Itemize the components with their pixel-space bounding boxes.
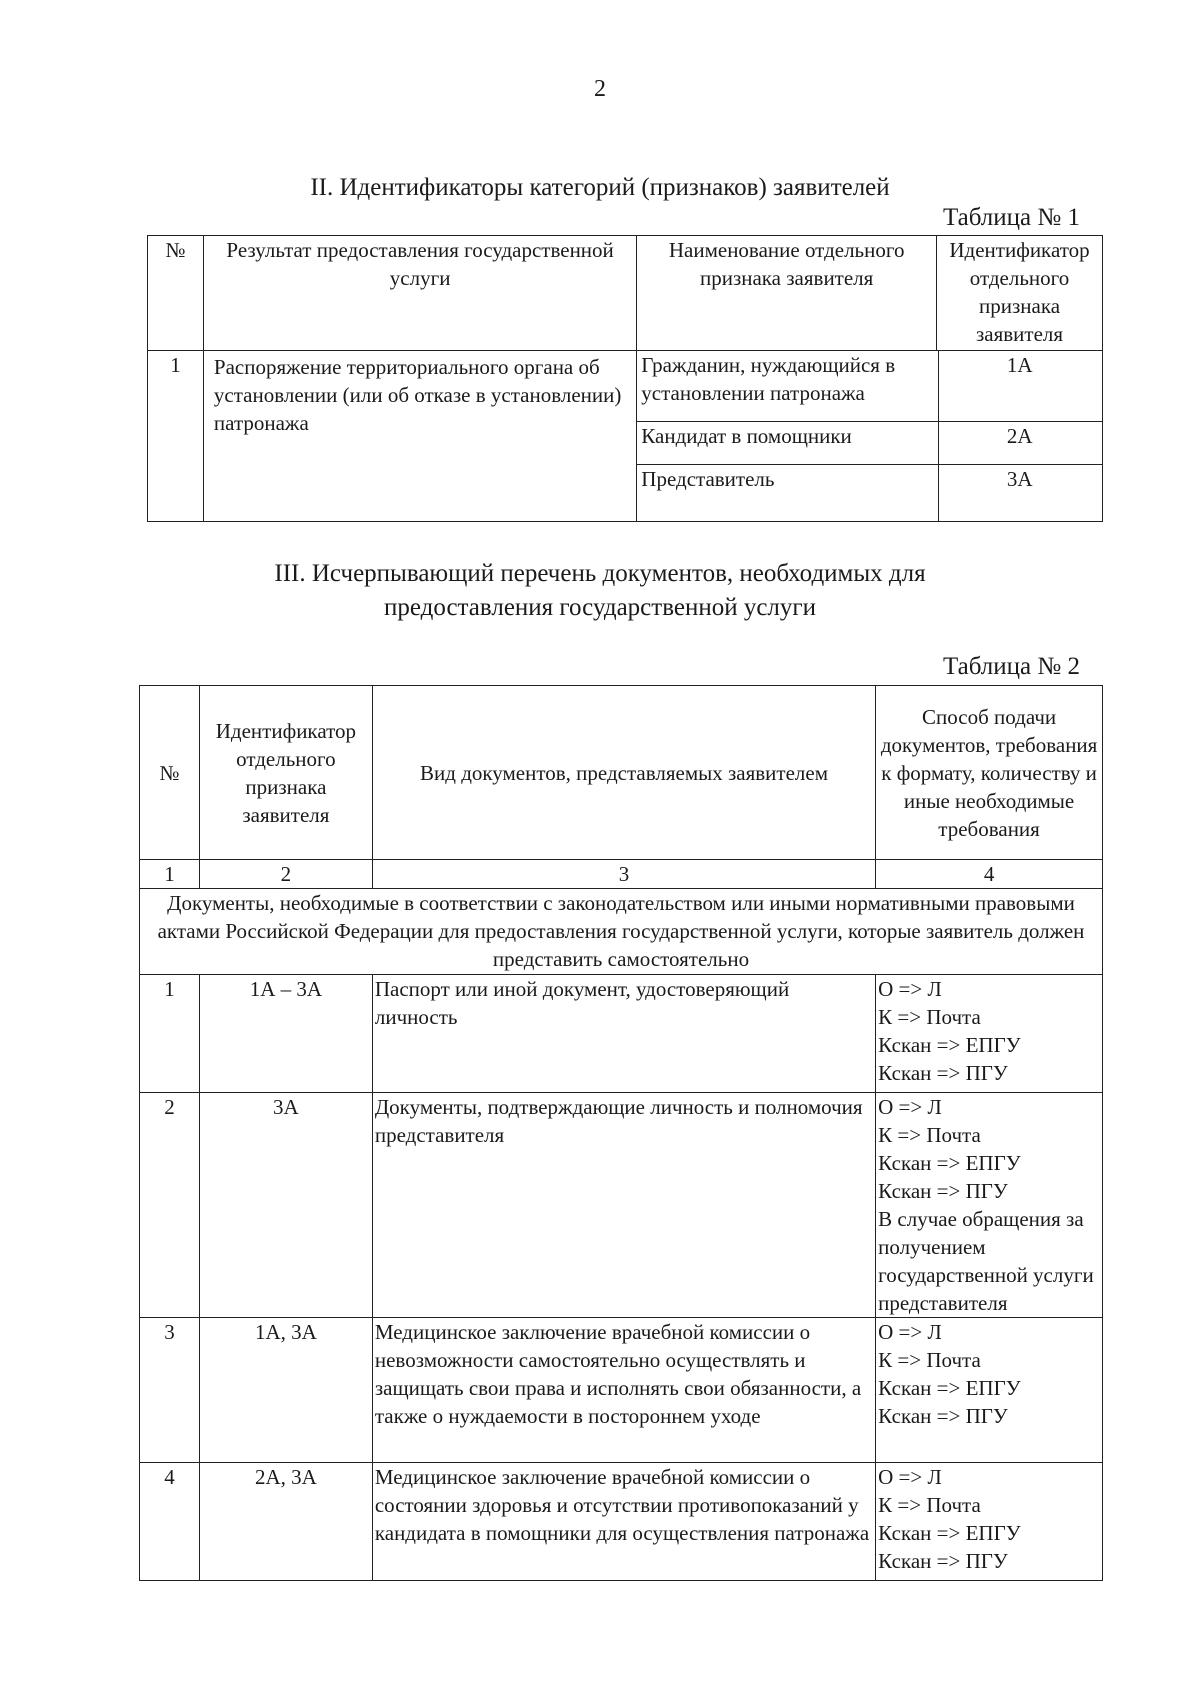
feature-id: 1А [1006,353,1033,377]
section-2-heading: II. Идентификаторы категорий (признаков) заявителей [310,174,890,201]
table-row [140,975,1103,1093]
method-item: Кскан => ПГУ [878,1549,1008,1573]
header-num: № [148,236,204,351]
feature-name: Гражданин, нуждающийся в установлении патронажа [639,351,939,421]
row-feature-ids: 3А [199,1093,372,1318]
row-feature-ids: 1А – 3А [199,975,372,1093]
feature-id: 3А [1006,467,1033,491]
table-row [140,1463,1103,1581]
feature-list [637,351,1103,522]
method-item: О => Л [878,977,942,1001]
group-heading-row [140,889,1103,975]
method-item: О => Л [878,1465,942,1489]
header-result: Результат предоставления государственной услуги [203,236,636,351]
method-item: Кскан => ЕПГУ [878,1521,1021,1545]
section-3-heading-line-1: III. Исчерпывающий перечень документов, необходимых для [274,560,926,587]
row-methods [876,1093,1103,1318]
row-num: 1 [148,351,204,522]
method-item: К => Почта [878,1493,981,1517]
table-row [140,1318,1103,1463]
table-2-caption: Таблица № 2 [942,653,1080,680]
column-number: 1 [140,860,200,889]
table-1-header-row [148,236,1103,351]
feature-item [637,422,1102,465]
method-item: К => Почта [878,1348,981,1372]
feature-name: Представитель [639,465,939,521]
row-num: 1 [140,975,200,1093]
header-feature-id: Идентификатор отдельного признака заявителя [937,236,1103,351]
header-num: № [140,686,200,860]
column-number: 2 [199,860,372,889]
table-1 [147,235,1103,522]
method-item: Кскан => ПГУ [878,1061,1008,1085]
method-item: Кскан => ПГУ [878,1179,1008,1203]
row-document: Паспорт или иной документ, удостоверяющий личность [372,975,875,1093]
row-document: Документы, подтверждающие личность и полномочия представителя [372,1093,875,1318]
method-item: Кскан => ПГУ [878,1404,1008,1428]
header-submission-method: Способ подачи документов, требования к формату, количеству и иные необходимые требования [876,686,1103,860]
row-num: 2 [140,1093,200,1318]
section-3-heading-line-2: предоставления государственной услуги [383,594,817,621]
row-document: Медицинское заключение врачебной комиссии о состоянии здоровья и отсутствии противопоказаний у кандидата в помощники для осуществления патронажа [372,1463,875,1581]
method-item: К => Почта [878,1005,981,1029]
header-feature-name: Наименование отдельного признака заявителя [637,236,937,351]
row-methods [876,1318,1103,1463]
table-2-header-row [140,686,1103,860]
row-methods [876,1463,1103,1581]
column-number: 4 [876,860,1103,889]
row-feature-ids: 1А, 3А [199,1318,372,1463]
table-1-caption: Таблица № 1 [942,204,1080,231]
feature-item [637,465,1102,521]
header-feature-id: Идентификатор отдельного признака заявителя [199,686,372,860]
row-document: Медицинское заключение врачебной комиссии о невозможности самостоятельно осуществлять и защищать свои права и исполнять свои обязанности, а также о нуждаемости в постороннем уходе [372,1318,875,1463]
method-item: К => Почта [878,1123,981,1147]
table-row [140,1093,1103,1318]
header-document-type: Вид документов, представляемых заявителем [372,686,875,860]
row-result: Распоряжение территориального органа об установлении (или об отказе в установлении) патронажа [203,351,636,522]
page-number: 2 [594,76,606,102]
row-feature-ids: 2А, 3А [199,1463,372,1581]
method-item: Кскан => ЕПГУ [878,1376,1021,1400]
feature-item [637,351,1102,422]
method-item: Кскан => ЕПГУ [878,1151,1021,1175]
column-number: 3 [372,860,875,889]
table-2 [139,685,1103,1581]
method-item: О => Л [878,1095,942,1119]
table-1-row [148,351,1103,522]
feature-name: Кандидат в помощники [639,422,939,464]
feature-id: 2А [1006,424,1033,448]
column-number-row [140,860,1103,889]
row-num: 3 [140,1318,200,1463]
row-methods [876,975,1103,1093]
group-heading: Документы, необходимые в соответствии с законодательством или иными нормативными правовыми актами Российской Федерации для предоставления государственной услуги, которые заявитель должен представить самостоятельно [140,889,1103,975]
method-item: Кскан => ЕПГУ [878,1033,1021,1057]
method-item: О => Л [878,1320,942,1344]
method-note: В случае обращения за получением государственной услуги представителя [878,1207,1094,1315]
row-num: 4 [140,1463,200,1581]
